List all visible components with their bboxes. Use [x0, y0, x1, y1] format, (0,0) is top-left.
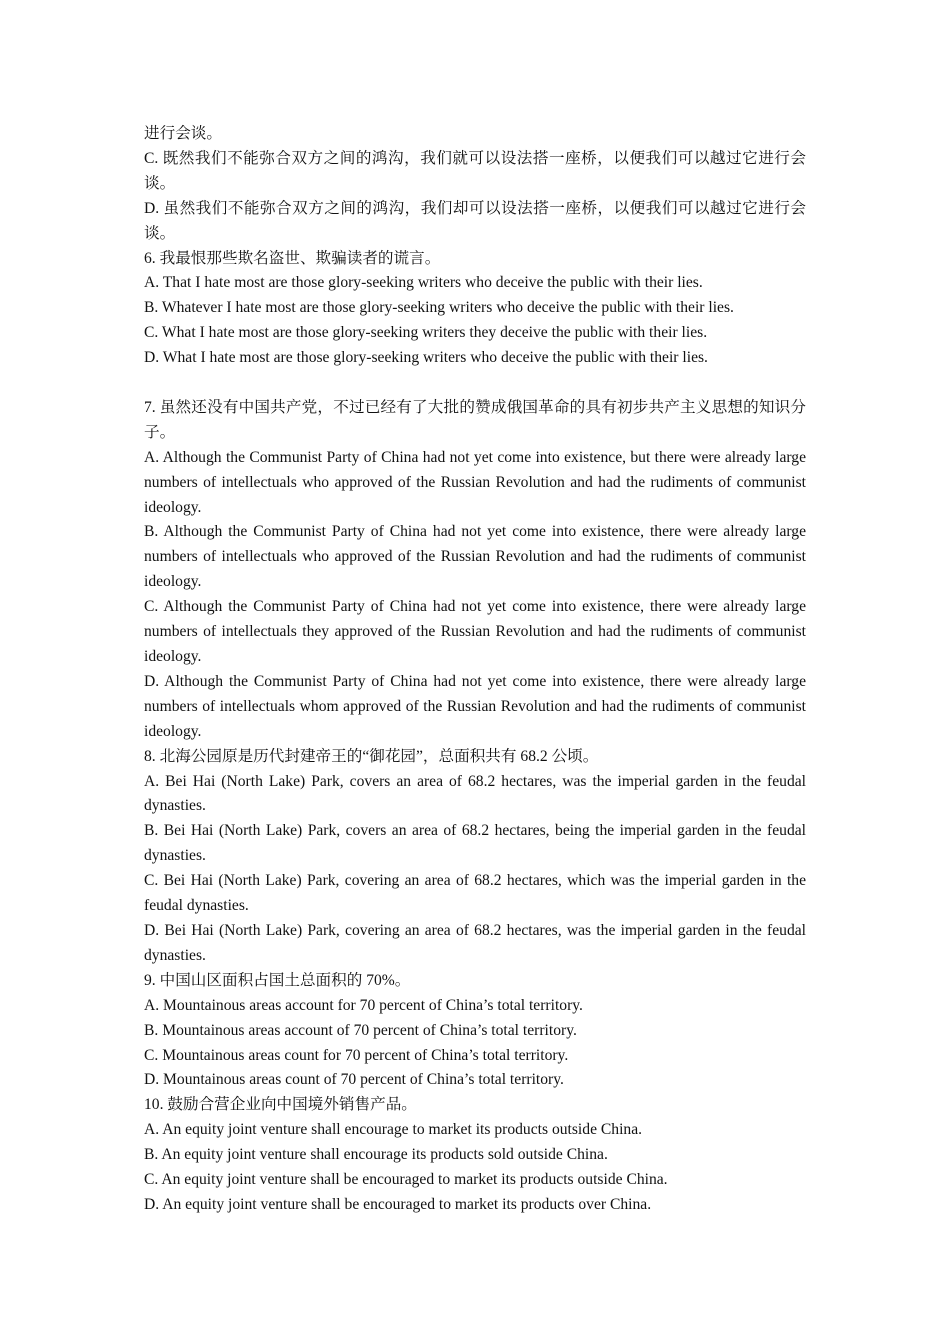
- q9-option-c: C. Mountainous areas count for 70 percent of China’s total territory.: [144, 1046, 569, 1064]
- q6-option-d: D. What I hate most are those glory-seeking writers who deceive the public with their lies.: [144, 349, 708, 367]
- q7-option-c: C. Although the Communist Party of China had not yet come into existence, there were already large numbers of intellectuals they approved of the Russian Revolution and had the rudiments of communist ideology.: [144, 598, 806, 666]
- q9-option-d: D. Mountainous areas count of 70 percent of China’s total territory.: [144, 1071, 564, 1089]
- q7-option-d: D. Although the Communist Party of China had not yet come into existence, there were already large numbers of intellectuals whom approved of the Russian Revolution and had the rudiments of communist ideology.: [144, 672, 806, 740]
- q8-option-b: B. Bei Hai (North Lake) Park, covers an area of 68.2 hectares, being the imperial garden in the feudal dynasties.: [144, 822, 806, 865]
- q10-option-c: C. An equity joint venture shall be encouraged to market its products outside China.: [144, 1171, 668, 1189]
- q8-option-c: C. Bei Hai (North Lake) Park, covering an area of 68.2 hectares, which was the imperial garden in the feudal dynasties.: [144, 872, 806, 915]
- q7-option-b: B. Although the Communist Party of China had not yet come into existence, there were already large numbers of intellectuals who approved of the Russian Revolution and had the rudiments of communist ideology.: [144, 523, 806, 591]
- q9-option-a: A. Mountainous areas account for 70 percent of China’s total territory.: [144, 996, 583, 1014]
- q8-option-a: A. Bei Hai (North Lake) Park, covers an area of 68.2 hectares, was the imperial garden in the feudal dynasties.: [144, 772, 806, 815]
- q8-option-d: D. Bei Hai (North Lake) Park, covering an area of 68.2 hectares, was the imperial garden in the feudal dynasties.: [144, 921, 806, 964]
- q10-option-b: B. An equity joint venture shall encourage its products sold outside China.: [144, 1146, 608, 1164]
- q8-prompt: 8. 北海公园原是历代封建帝王的“御花园”，总面积共有 68.2 公顷。: [144, 747, 599, 765]
- q5-option-d: D. 虽然我们不能弥合双方之间的鸿沟，我们却可以设法搭一座桥，以便我们可以越过它进行会谈。: [144, 199, 806, 242]
- q10-option-d: D. An equity joint venture shall be encouraged to market its products over China.: [144, 1195, 652, 1213]
- q5-continuation: 进行会谈。: [144, 125, 222, 142]
- q6-option-c: C. What I hate most are those glory-seeking writers they deceive the public with their lies.: [144, 324, 708, 342]
- q9-prompt: 9. 中国山区面积占国土总面积的 70%。: [144, 971, 411, 989]
- q7-option-a: A. Although the Communist Party of China had not yet come into existence, but there were already large numbers of intellectuals who approved of the Russian Revolution and had the rudiments of communist ideology.: [144, 448, 806, 516]
- document-page: [144, 122, 806, 1218]
- blank-line: [144, 371, 806, 396]
- q6-prompt: 6. 我最恨那些欺名盗世、欺骗读者的谎言。: [144, 249, 441, 267]
- q10-prompt: 10. 鼓励合营企业向中国境外销售产品。: [144, 1096, 417, 1114]
- q6-option-a: A. That I hate most are those glory-seeking writers who deceive the public with their lies.: [144, 274, 703, 292]
- q10-option-a: A. An equity joint venture shall encourage to market its products outside China.: [144, 1121, 643, 1139]
- q7-prompt: 7. 虽然还没有中国共产党，不过已经有了大批的赞成俄国革命的具有初步共产主义思想的知识分子。: [144, 398, 806, 441]
- q5-option-c: C. 既然我们不能弥合双方之间的鸿沟，我们就可以设法搭一座桥，以便我们可以越过它进行会谈。: [144, 149, 806, 192]
- q6-option-b: B. Whatever I hate most are those glory-seeking writers who deceive the public with their lies.: [144, 299, 734, 317]
- q9-option-b: B. Mountainous areas account of 70 percent of China’s total territory.: [144, 1021, 577, 1039]
